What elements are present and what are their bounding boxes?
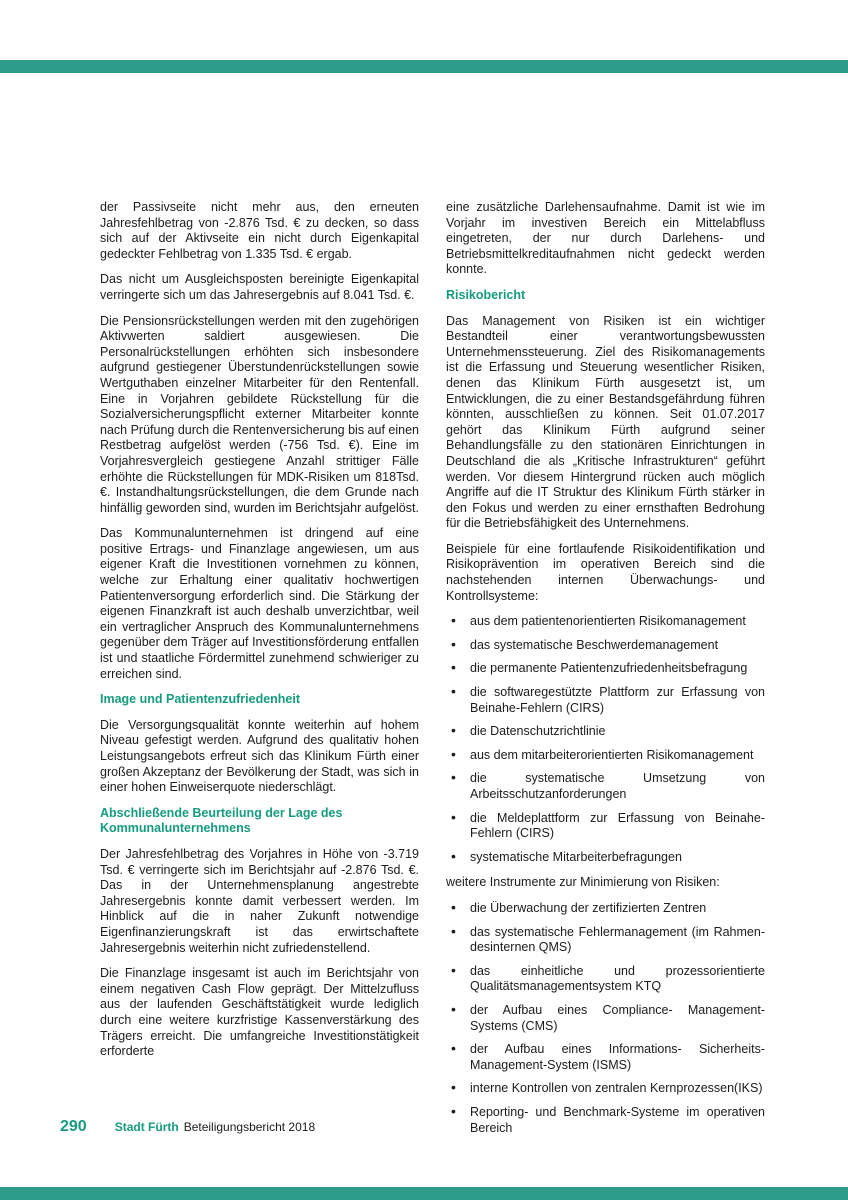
paragraph: der Passivseite nicht mehr aus, den erneuten Jahresfehlbetrag von -2.876 Tsd. € zu decken, so dass sich auf der Aktivseite ein nicht durch Eigenkapital gedeckter Fehlbetrag von 1.335 Tsd. € ergab.	[100, 200, 419, 261]
list-item: • die softwaregestützte Plattform zur Erfassung von Beinahe-Fehlern (CIRS)	[446, 685, 765, 716]
list-item: • der Aufbau eines Informations- Sicherheits-Management-System (ISMS)	[446, 1042, 765, 1073]
list-item: • die permanente Patientenzufriedenheitsbefragung	[446, 661, 765, 677]
instruments-list	[446, 901, 765, 1136]
section-heading-risikobericht: Risikobericht	[446, 287, 526, 302]
paragraph: Beispiele für eine fortlaufende Risikoidentifikation und Risikoprävention im operativen Bereich sind die nachstehenden internen Überwachungs- und Kontrollsysteme:	[446, 541, 765, 603]
list-item: • die systematische Umsetzung von Arbeitsschutzanforderungen	[446, 771, 765, 802]
list-item: • das einheitliche und prozessorientierte Qualitätsmanagementsystem KTQ	[446, 964, 765, 995]
page-number: 290	[60, 1118, 87, 1135]
list-item: • aus dem patientenorientierten Risikomanagement	[446, 614, 765, 630]
paragraph: Die Pensionsrückstellungen werden mit den zugehörigen Aktivwerten saldiert ausgewiesen. Die Personalrückstellungen erhöhten sich insbesondere aufgrund gestiegener Überstundenrückstellungen sowie Wertguthaben einzelner Mitarbeiter für den Rentenfall. Eine in Vorjahren gebildete Rückstellung für die Sozialversicherungspflicht externer Mitarbeiter konnte nach Prüfung durch die Rentenversicherung bis auf einen Restbetrag aufgelöst werden (-756 Tsd. €). Eine im Vorjahresvergleich gestiegene Anzahl strittiger Fälle erhöhte die Rückstellungen für MDK-Risiken um 818Tsd. €. Instandhaltungsrückstellungen, die dem Grunde nach hinfällig geworden sind, wurden im Berichtsjahr aufgelöst.	[100, 313, 419, 515]
paragraph: Der Jahresfehlbetrag des Vorjahres in Höhe von -3.719 Tsd. € verringerte sich im Berichtsjahr auf -2.876 Tsd. €. Das in der Unternehmensplanung angestrebte Jahresergebnis konnte damit verbessert werden. Im Hinblick auf die in naher Zukunft notwendige Eigenfinanzierungskraft ist das erwirtschaftete Jahresergebnis weiterhin nicht zufriedenstellend.	[100, 846, 419, 955]
list-item: • systematische Mitarbeiterbefragungen	[446, 850, 765, 866]
bottom-accent-bar	[0, 1187, 848, 1200]
section-heading-image-patientenzufriedenheit: Image und Patientenzufriedenheit	[100, 692, 301, 707]
report-title: Beteiligungsbericht 2018	[183, 1120, 316, 1134]
instruments-label: weitere Instrumente zur Minimierung von Risiken:	[446, 875, 720, 890]
list-item: • aus dem mitarbeiterorientierten Risikomanagement	[446, 748, 765, 764]
list-item: • Reporting- und Benchmark-Systeme im operativen Bereich	[446, 1105, 765, 1136]
list-item: • die Meldeplattform zur Erfassung von Beinahe-Fehlern (CIRS)	[446, 811, 765, 842]
list-item: • die Datenschutzrichtlinie	[446, 724, 765, 740]
list-item: • das systematische Beschwerdemanagement	[446, 638, 765, 654]
list-item: • der Aufbau eines Compliance- Management-Systems (CMS)	[446, 1003, 765, 1034]
page-footer	[60, 1118, 315, 1136]
paragraph: Das Kommunalunternehmen ist dringend auf eine positive Ertrags- und Finanzlage angewiesen, um aus eigener Kraft die Investitionen vornehmen zu können, welche zur Erhaltung einer qualitativ hochwertigen Patientenversorgung erforderlich sind. Die Stärkung der eigenen Finanzkraft ist auch deshalb unverzichtbar, weil ein vertraglicher Anspruch des Kommunalunternehmens gegenüber dem Träger auf Investitionsförderung entfallen ist und staatliche Fördermittel zunehmend schwieriger zu erreichen sind.	[100, 526, 419, 681]
paragraph: eine zusätzliche Darlehensaufnahme. Damit ist wie im Vorjahr im investiven Bereich ein Mittelabfluss eingetreten, der nur durch Darlehens- und Betriebsmittelkreditaufnahmen nicht gedeckt werden konnte.	[446, 200, 765, 277]
right-column	[446, 200, 765, 1146]
top-accent-bar	[0, 60, 848, 73]
left-column	[100, 200, 419, 1070]
section-heading-abschliessende-beurteilung: Abschließende Beurteilung der Lage des Kommunalunternehmens	[100, 805, 343, 836]
list-item: • die Überwachung der zertifizierten Zentren	[446, 901, 765, 917]
paragraph: Das Management von Risiken ist ein wichtiger Bestandteil einer verantwortungsbewussten Unternehmenssteuerung. Ziel des Risikomanagements ist die Erfassung und Steuerung wesentlicher Risiken, denen das Klinikum Fürth ausgesetzt ist, um Entwicklungen, die zu einer Bestandsgefährdung führen könnten, ausschließen zu können. Seit 01.07.2017 gehört das Klinikum Fürth aufgrund seiner Behandlungsfälle zu den stationären Einrichtungen in Deutschland die als „Kritische Infrastrukturen“ geführt werden. Vor diesem Hintergrund rücken auch möglich Angriffe auf die IT Struktur des Klinikum Fürth stärker in den Fokus und werden zu einer ernsthaften Bedrohung für die Betriebsfähigkeit des Unternehmens.	[446, 313, 765, 531]
list-item: • interne Kontrollen von zentralen Kernprozessen(IKS)	[446, 1081, 765, 1097]
paragraph: Das nicht um Ausgleichsposten bereinigte Eigenkapital verringerte sich um das Jahresergebnis auf 8.041 Tsd. €.	[100, 272, 419, 302]
control-systems-list	[446, 614, 765, 865]
paragraph: Die Versorgungsqualität konnte weiterhin auf hohem Niveau gefestigt werden. Aufgrund des qualitativ hohen Leistungsangebots erfreut sich das Klinikum Fürth einer großen Akzeptanz der Bevölkerung der Stadt, was sich in einer hohen Einweiserquote niederschlägt.	[100, 717, 419, 795]
publisher-name: Stadt Fürth	[114, 1120, 179, 1134]
paragraph: Die Finanzlage insgesamt ist auch im Berichtsjahr von einem negativen Cash Flow geprägt. Der Mittelzufluss aus der laufenden Geschäftstätigkeit wurde lediglich durch eine weitere kurzfristige Kassenverstärkung des Trägers erreicht. Die umfangreiche Investitionstätigkeit erforderte	[100, 966, 419, 1059]
list-item: • das systematische Fehlermanagement (im Rahmen- desinternen QMS)	[446, 925, 765, 956]
